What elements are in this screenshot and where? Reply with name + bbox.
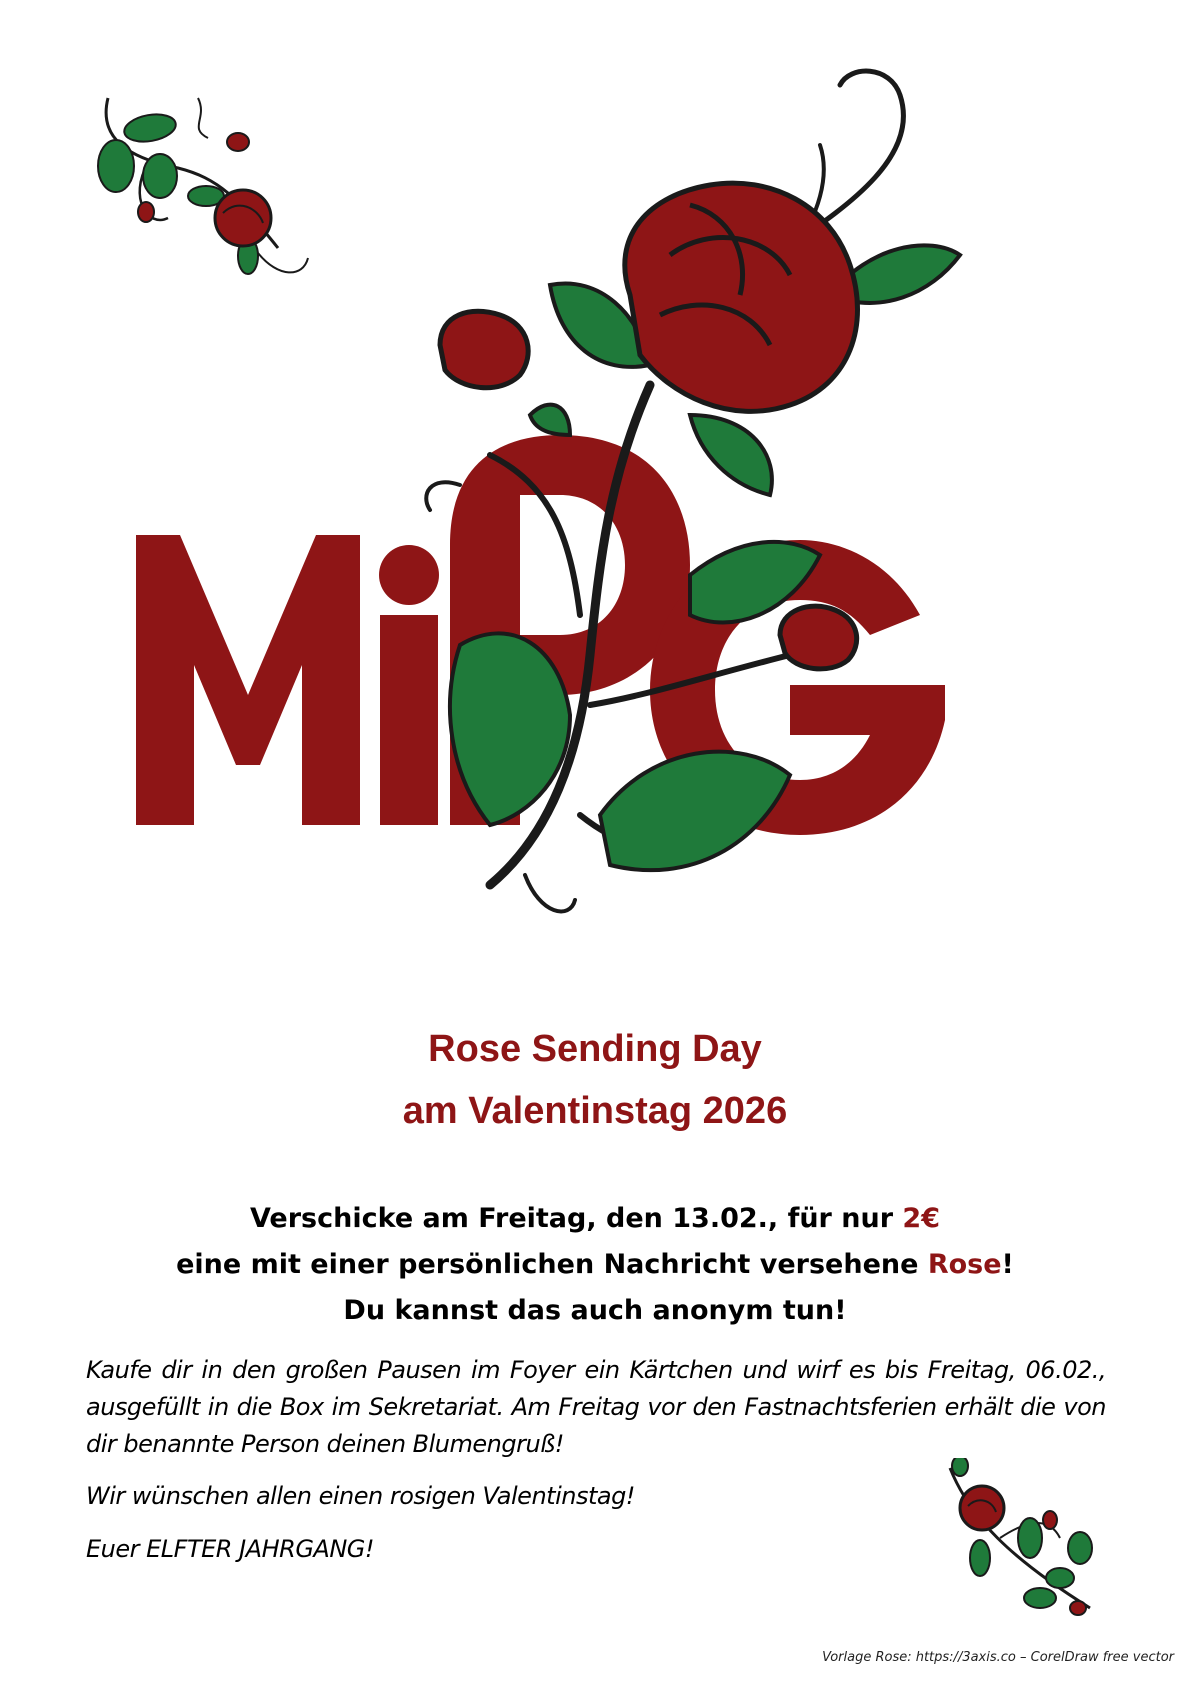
- rose-highlight: Rose: [927, 1249, 1002, 1280]
- lead-line-2: [0, 1249, 1190, 1280]
- title-line-1: Rose Sending Day: [428, 1028, 762, 1070]
- lead-line-2-text: eine mit einer persönlichen Nachricht versehene: [176, 1249, 928, 1280]
- image-credit: Vorlage Rose: https://3axis.co – CorelDraw free vector: [822, 1650, 1174, 1665]
- signoff-text: Euer ELFTER JAHRGANG!: [86, 1535, 375, 1563]
- lead-line-1: [0, 1203, 1190, 1234]
- instructions-paragraph: Kaufe dir in den großen Pausen im Foyer ein Kärtchen und wirf es bis Freitag, 06.02., ausgefüllt in die Box im Sekretariat. Am Freitag vor den Fastnachtsferien erhält die von dir benannte Person deinen Blumengruß!: [86, 1356, 1106, 1458]
- wish-text: Wir wünschen allen einen rosigen Valentinstag!: [86, 1482, 635, 1510]
- price-highlight: 2€: [902, 1203, 940, 1234]
- lead-line-3: Du kannst das auch anonym tun!: [343, 1295, 847, 1326]
- rose-corner-bottom-right-icon: [940, 1458, 1110, 1618]
- lead-line-1-text: Verschicke am Freitag, den 13.02., für nur: [249, 1203, 903, 1234]
- title-line-2: am Valentinstag 2026: [402, 1090, 788, 1132]
- mpg-rose-logo: [130, 55, 1050, 1015]
- lead-line-2-end: !: [1001, 1249, 1014, 1280]
